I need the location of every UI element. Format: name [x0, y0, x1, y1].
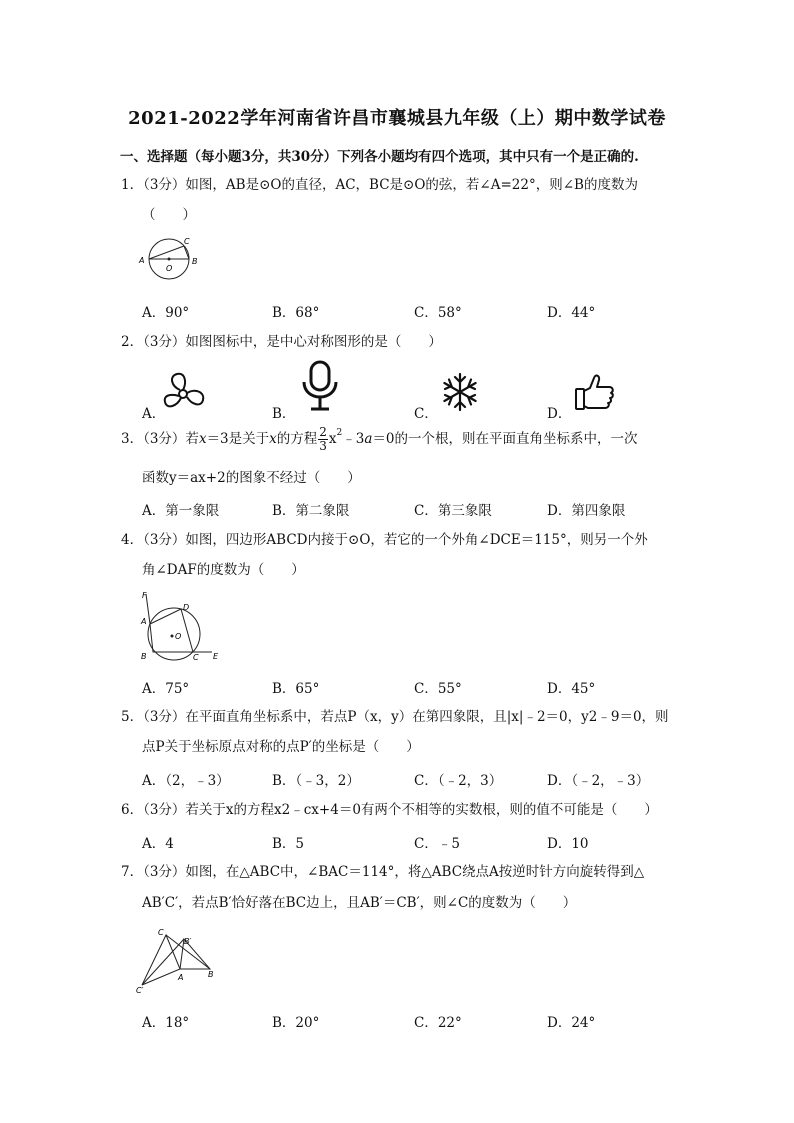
q1-circle-figure: [136, 234, 206, 280]
q4-stem-line2: 角∠DAF的度数为（ ）: [142, 562, 305, 578]
q7-option-c: C．22°: [414, 1015, 462, 1031]
q7-label-a: A: [178, 973, 184, 982]
q4-label-c: C: [193, 653, 199, 662]
q7-label-b-prime: B′: [184, 937, 192, 946]
snowflake-icon: [440, 372, 480, 412]
q3-var-x1: x: [198, 431, 207, 447]
q1-label-a: A: [139, 256, 145, 265]
q3-option-c: C．第三象限: [414, 503, 492, 519]
q4-option-b: B．65°: [272, 681, 320, 697]
thumbs-up-icon: [574, 372, 616, 412]
q2-stem: 2．（3分）如图图标中，是中心对称图形的是（ ）: [121, 334, 442, 350]
q5-option-b: B．（﹣3，2）: [272, 773, 360, 789]
q4-label-e: E: [213, 652, 219, 661]
q3-text-4: ﹣3: [342, 431, 365, 447]
q3-text-1: 3．（3分）若: [121, 431, 199, 447]
q1-option-a: A．90°: [142, 305, 190, 321]
q3-stem-line1: [121, 426, 638, 453]
q5-option-c: C．（﹣2，3）: [414, 773, 503, 789]
q7-rotation-triangle-figure: [134, 925, 224, 995]
q2-option-b: B．: [272, 406, 296, 422]
q7-option-b: B．20°: [272, 1015, 320, 1031]
q4-label-d: D: [183, 603, 190, 612]
q4-stem-line1: 4．（3分）如图，四边形ABCD内接于⊙O，若它的一个外角∠DCE＝115°，则另一个外: [121, 532, 648, 548]
q3-var-x3: x: [328, 431, 337, 447]
q4-option-c: C．55°: [414, 681, 462, 697]
q1-option-c: C．58°: [414, 305, 462, 321]
q7-option-a: A．18°: [142, 1015, 190, 1031]
q4-label-o: O: [175, 632, 182, 641]
q6-stem: 6．（3分）若关于x的方程x2﹣cx+4＝0有两个不相等的实数根，则的值不可能是（ ）: [121, 802, 658, 818]
q4-cyclic-quadrilateral-figure: [136, 588, 226, 664]
q3-var-a: a: [364, 431, 373, 447]
q1-option-d: D．44°: [547, 305, 596, 321]
q1-option-b: B．68°: [272, 305, 320, 321]
q2-option-a: A．: [142, 406, 166, 422]
microphone-icon: [300, 360, 342, 412]
q4-label-b: B: [141, 652, 147, 661]
q2-option-c: C．: [414, 406, 438, 422]
q3-text-5: ＝0的一个根，则在平面直角坐标系中，一次: [372, 431, 638, 447]
q3-option-b: B．第二象限: [272, 503, 350, 519]
q7-option-d: D．24°: [547, 1015, 596, 1031]
q5-option-d: D．（﹣2，﹣3）: [547, 773, 650, 789]
q3-text-2: ＝3是关于: [206, 431, 270, 447]
q1-label-b: B: [192, 257, 198, 266]
q2-option-d: D．: [547, 406, 572, 422]
fan-icon: [163, 372, 209, 412]
q3-stem-line2: 函数y＝ax+2的图象不经过（ ）: [142, 470, 361, 486]
q3-fraction: [318, 426, 328, 453]
section-heading: 一、选择题（每小题3分，共30分）下列各小题均有四个选项，其中只有一个是正确的.: [120, 149, 639, 165]
q1-stem-line2: （ ）: [142, 207, 196, 223]
q5-stem-line1: 5．（3分）在平面直角坐标系中，若点P（x，y）在第四象限，且|x|﹣2＝0，y2﹣9＝0，则: [121, 709, 669, 725]
q3-option-a: A．第一象限: [142, 503, 220, 519]
q6-option-d: D．10: [547, 836, 589, 852]
q1-stem-line1: 1．（3分）如图，AB是⊙O的直径，AC，BC是⊙O的弦，若∠A=22°，则∠B的度数为: [121, 177, 638, 193]
q3-option-d: D．第四象限: [547, 503, 626, 519]
q7-label-c: C: [158, 928, 164, 937]
q7-label-c-prime: C′: [136, 986, 144, 995]
q4-label-f: F: [142, 591, 147, 600]
q3-fraction-denominator: 3: [319, 439, 327, 453]
q5-stem-line2: 点P关于坐标原点对称的点P′的坐标是（ ）: [142, 739, 420, 755]
q6-option-b: B．5: [272, 836, 305, 852]
q3-fraction-numerator: 2: [319, 425, 327, 439]
q1-label-c: C: [184, 237, 190, 246]
q3-var-x2: x: [269, 431, 277, 447]
q1-label-o: O: [166, 264, 173, 273]
page-title: 2021-2022学年河南省许昌市襄城县九年级（上）期中数学试卷: [128, 108, 666, 129]
q4-option-a: A．75°: [142, 681, 190, 697]
q6-option-c: C．﹣5: [414, 836, 460, 852]
q6-option-a: A．4: [142, 836, 174, 852]
q4-label-a: A: [141, 617, 147, 626]
q7-stem-line2: AB′C′，若点B′恰好落在BC边上，且AB′＝CB′，则∠C的度数为（ ）: [142, 895, 577, 911]
q3-exponent: 2: [336, 428, 343, 438]
q7-label-b: B: [208, 970, 214, 979]
q3-text-3: 的方程: [276, 431, 318, 447]
q7-stem-line1: 7．（3分）如图，在△ABC中，∠BAC＝114°，将△ABC绕点A按逆时针方向旋转得到△: [121, 864, 645, 880]
q4-option-d: D．45°: [547, 681, 596, 697]
q5-option-a: A．（2，﹣3）: [142, 773, 230, 789]
